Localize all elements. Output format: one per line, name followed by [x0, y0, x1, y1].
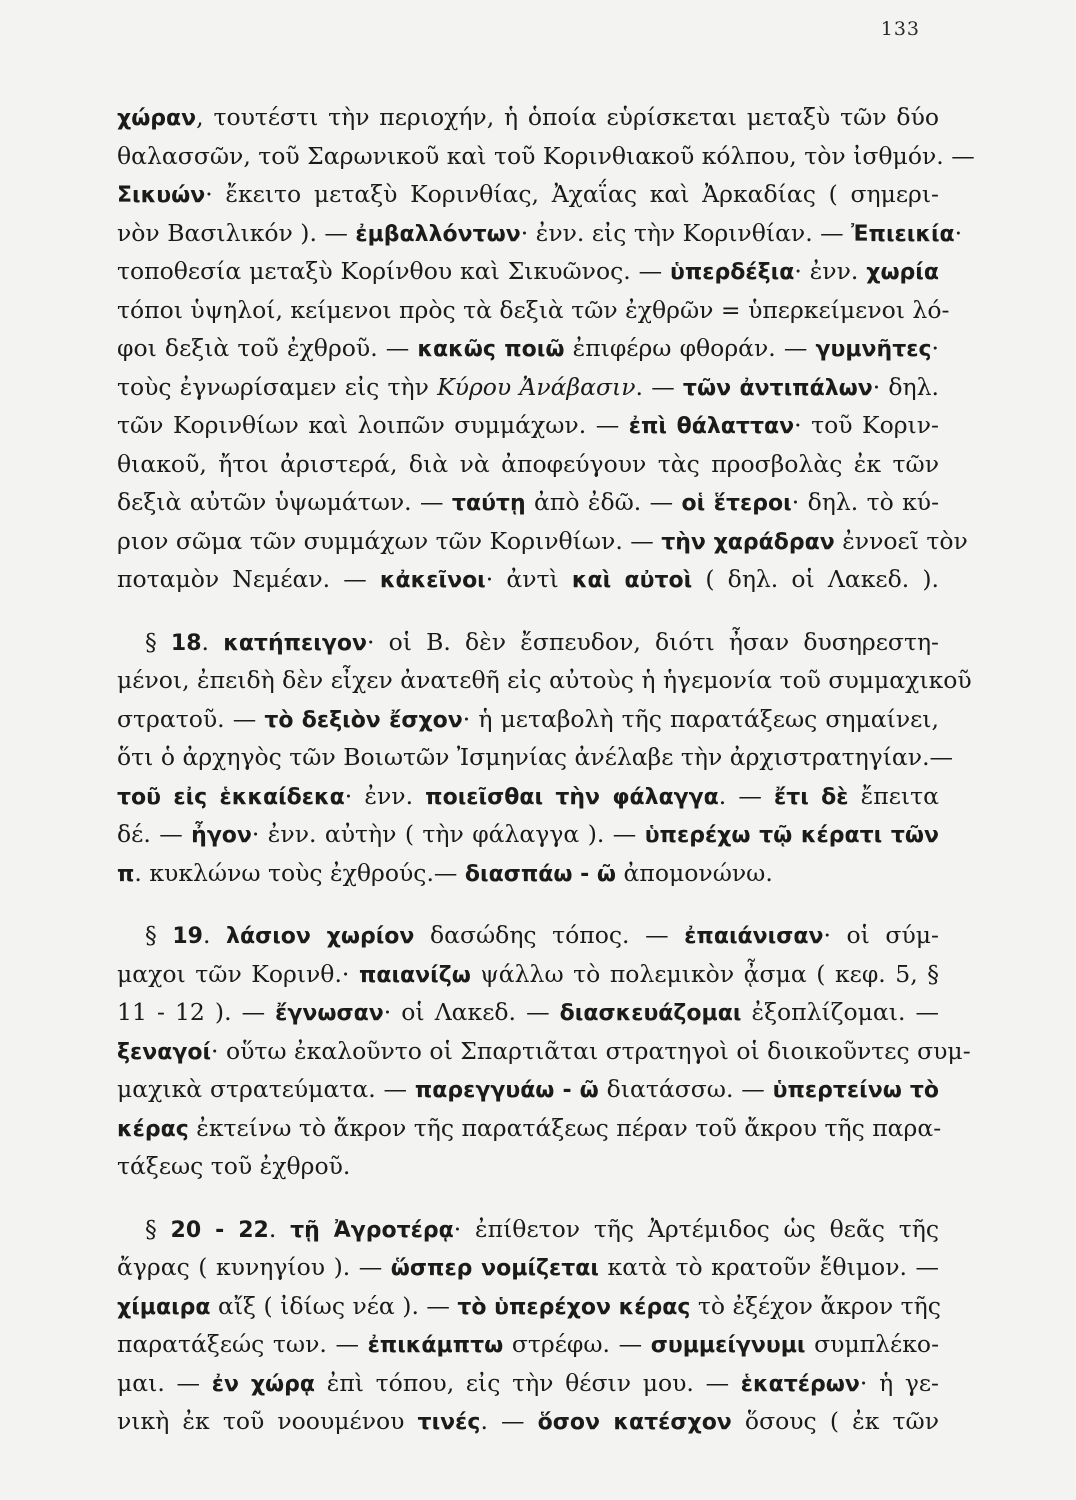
text-line: [117, 916, 939, 955]
lemma: ἑκατέρων: [740, 1371, 860, 1397]
paragraph: [117, 623, 972, 893]
text-line: [117, 623, 939, 662]
lemma: 18: [170, 630, 202, 656]
gloss: ἔπειτα: [848, 781, 939, 810]
lemma: χώραν: [117, 106, 197, 131]
paragraph: [117, 1210, 939, 1441]
gloss: · οἱ Λακεδ. —: [383, 998, 560, 1026]
gloss: ἀπὸ ἐδῶ. —: [525, 488, 682, 516]
text-line: [117, 368, 939, 407]
gloss: στρέφω. —: [503, 1330, 651, 1358]
text-line: [117, 1070, 939, 1109]
gloss: κατὰ τὸ κρατοῦν ἔθιμον. —: [599, 1253, 939, 1281]
gloss: ἐπὶ τόπου, εἰς τὴν θέσιν μου. —: [315, 1368, 741, 1397]
gloss: παρατάξεώς των. —: [117, 1330, 368, 1358]
gloss: τῶν Κορινθίων καὶ λοιπῶν συμμάχων. —: [117, 411, 629, 439]
lemma: τοῦ εἰς ἑκκαίδεκα: [117, 784, 345, 810]
lemma: ξεναγοί: [117, 1039, 212, 1065]
lemma: ταύτῃ: [451, 491, 526, 516]
gloss: . κυκλώνω τοὺς ἐχθρούς.—: [134, 858, 465, 887]
gloss: μένοι, ἐπειδὴ δὲν εἶχεν ἀνατεθῆ εἰς αὐτοὺς ἡ ἡγεμονία τοῦ συμμαχικοῦ: [117, 666, 972, 694]
lemma: χίμαιρα: [117, 1294, 211, 1320]
text-line: [117, 700, 939, 739]
gloss: · ἡ μεταβολὴ τῆς παρατάξεως σημαίνει,: [462, 704, 939, 733]
text-line: [117, 1325, 939, 1364]
gloss: ἐκτείνω τὸ ἄκρον τῆς παρατάξεως πέραν τοῦ ἄκρου τῆς παρα-: [188, 1113, 942, 1142]
lemma: ὑπερτείνω τὸ: [772, 1078, 939, 1103]
gloss: · ἐνν. εἰς τὴν Κορινθίαν. —: [520, 218, 852, 247]
lemma: ἐπαιάνισαν: [684, 924, 824, 949]
gloss: . —: [635, 372, 683, 401]
paragraph: [117, 98, 975, 599]
text-line: [117, 1402, 939, 1441]
text-line: [117, 175, 939, 214]
gloss: ἐπιφέρω φθοράν. —: [564, 334, 816, 362]
gloss: τάξεως τοῦ ἐχθροῦ.: [117, 1152, 351, 1180]
lemma: ὑπερδέξια: [670, 260, 795, 285]
commentary-text: [117, 98, 975, 1441]
text-line: [117, 1109, 942, 1148]
text-line: [117, 1287, 939, 1326]
gloss: τοὺς ἐγνωρίσαμεν εἰς τὴν: [117, 372, 438, 401]
lemma: διασπάω - ῶ: [464, 861, 617, 887]
gloss: ὅσους ( ἐκ τῶν: [731, 1407, 939, 1435]
lemma: κἀκεῖνοι: [379, 568, 486, 593]
gloss: ( δηλ. οἱ Λακεδ. ).: [692, 565, 939, 593]
text-line: [117, 815, 939, 854]
gloss: 11 - 12 ). —: [117, 998, 276, 1026]
lemma: ἦγον: [191, 823, 252, 848]
gloss: · ἡ γε-: [859, 1368, 939, 1397]
lemma: τινές: [417, 1410, 481, 1435]
gloss: τόποι ὑψηλοί, κείμενοι πρὸς τὰ δεξιὰ τῶν ἐχθρῶν = ὑπερκείμενοι λό-: [117, 295, 950, 324]
gloss: · οἱ σύμ-: [823, 921, 939, 949]
gloss: §: [145, 921, 173, 949]
lemma: συμμείγνυμι: [650, 1333, 806, 1358]
lemma: οἱ ἕτεροι: [681, 491, 792, 516]
text-line: [117, 329, 939, 368]
lemma: καὶ αὐτοὶ: [571, 568, 693, 593]
paragraph: [117, 916, 971, 1186]
gloss: νικὴ ἐκ τοῦ νοουμένου: [117, 1407, 418, 1435]
lemma: λάσιον χωρίον: [226, 924, 415, 949]
gloss: §: [145, 627, 171, 656]
gloss: · ἐπίθετον τῆς Ἀρτέμιδος ὡς θεᾶς τῆς: [453, 1214, 939, 1243]
gloss: ·: [931, 334, 940, 362]
text-line: [117, 1147, 939, 1186]
text-line: [117, 291, 950, 330]
gloss: φοι δεξιὰ τοῦ ἐχθροῦ. —: [117, 334, 418, 362]
gloss: δέ. —: [117, 820, 192, 848]
gloss: . —: [480, 1407, 538, 1435]
title-reference: Κύρου Ἀνάβασιν: [437, 372, 636, 401]
lemma: ὥσπερ νομίζεται: [390, 1256, 599, 1281]
gloss: · ἐνν.: [794, 257, 867, 285]
text-line: [117, 445, 939, 484]
gloss: δεξιὰ αὐτῶν ὑψωμάτων. —: [117, 488, 452, 516]
text-line: [117, 1248, 939, 1287]
text-line: [117, 483, 939, 522]
lemma: τὸ δεξιὸν ἔσχον: [264, 707, 463, 733]
gloss: μαχικὰ στρατεύματα. —: [117, 1075, 415, 1103]
lemma: ἐπὶ θάλατταν: [628, 414, 795, 439]
text-line: [117, 406, 939, 445]
text-line: [117, 522, 968, 561]
text-line: [117, 661, 972, 700]
text-line: [117, 738, 954, 777]
text-line: [117, 252, 939, 291]
gloss: στρατοῦ. —: [117, 704, 265, 733]
gloss: συμπλέκο-: [805, 1330, 940, 1358]
gloss: · οἱ Β. δὲν ἔσπευδον, διότι ἦσαν δυσηρεστη-: [366, 627, 939, 656]
gloss: · ἐνν.: [344, 781, 426, 810]
lemma: παρεγγυάω - ῶ: [414, 1078, 599, 1103]
gloss: ριον σῶμα τῶν συμμάχων τῶν Κορινθίων. —: [117, 526, 662, 555]
lemma: 19: [172, 924, 203, 949]
gloss: ποταμὸν Νεμέαν. —: [117, 565, 380, 593]
lemma: ἔτι δὲ: [774, 784, 849, 810]
lemma: τῇ Ἀγροτέρᾳ: [290, 1217, 454, 1243]
lemma: ποιεῖσθαι τὴν φάλαγγα: [425, 784, 719, 810]
lemma: 20 - 22: [170, 1217, 269, 1243]
gloss: ὅτι ὁ ἀρχηγὸς τῶν Βοιωτῶν Ἰσμηνίας ἀνέλαβε τὴν ἀρχιστρατηγίαν.—: [117, 743, 954, 771]
text-line: [117, 854, 939, 893]
gloss: · ἐνν. αὐτὴν ( τὴν φάλαγγα ). —: [251, 820, 645, 848]
gloss: νὸν Βασιλικόν ). —: [117, 218, 356, 247]
lemma: π: [117, 861, 135, 887]
gloss: τὸ ἐξέχον ἄκρον τῆς: [690, 1291, 941, 1320]
gloss: .: [268, 1214, 291, 1243]
lemma: τὴν χαράδραν: [661, 529, 835, 555]
gloss: ἐξοπλίζομαι. —: [741, 998, 940, 1026]
gloss: διατάσσω. —: [598, 1075, 773, 1103]
gloss: §: [145, 1214, 171, 1243]
lemma: κατήπειγον: [223, 630, 367, 656]
lemma: ἐπικάμπτω: [367, 1333, 504, 1358]
lemma: παιανίζω: [358, 962, 471, 988]
gloss: ἄγρας ( κυνηγίου ). —: [117, 1253, 391, 1281]
text-line: [117, 777, 939, 816]
lemma: ἐμβαλλόντων: [355, 221, 521, 247]
gloss: · οὕτω ἐκαλοῦντο οἱ Σπαρτιᾶται στρατηγοὶ οἱ διοικοῦντες συμ-: [211, 1036, 971, 1065]
lemma: Ἐπιεικία: [851, 221, 955, 247]
lemma: κακῶς ποιῶ: [417, 337, 565, 362]
text-line: [117, 98, 939, 137]
lemma: τῶν ἀντιπάλων: [682, 375, 873, 401]
gloss: · τοῦ Κοριν-: [794, 411, 939, 439]
gloss: ἀπομονώνω.: [616, 858, 773, 887]
gloss: · δηλ. τὸ κύ-: [791, 488, 940, 516]
text-line: [117, 214, 963, 253]
gloss: μαχοι τῶν Κορινθ.·: [117, 959, 359, 988]
lemma: ὑπερέχω τῷ κέρατι τῶν: [644, 823, 940, 848]
text-line: [117, 137, 975, 176]
gloss: θαλασσῶν, τοῦ Σαρωνικοῦ καὶ τοῦ Κορινθιακοῦ κόλπου, τὸν ἰσθμόν. —: [117, 141, 975, 170]
gloss: · ἔκειτο μεταξὺ Κορινθίας, Ἀχαΐας καὶ Ἀρκαδίας ( σημερι-: [205, 180, 939, 208]
text-line: [117, 955, 939, 994]
gloss: τοποθεσία μεταξὺ Κορίνθου καὶ Σικυῶνος. —: [117, 257, 671, 285]
gloss: μαι. —: [117, 1368, 212, 1397]
text-line: [117, 1364, 939, 1403]
gloss: ἐννοεῖ τὸν: [834, 526, 968, 555]
gloss: · δηλ.: [872, 372, 939, 401]
gloss: · ἀντὶ: [485, 565, 572, 593]
gloss: . —: [718, 781, 774, 810]
lemma: χωρία: [866, 260, 939, 285]
gloss: θιακοῦ, ἤτοι ἀριστερά, διὰ νὰ ἀποφεύγουν τὰς προσβολὰς ἐκ τῶν: [117, 449, 939, 478]
lemma: τὸ ὑπερέχον κέρας: [457, 1294, 691, 1320]
text-line: [117, 993, 939, 1032]
text-line: [117, 1032, 971, 1071]
page-number: 133: [880, 18, 920, 40]
gloss: ·: [954, 218, 963, 247]
text-line: [117, 1210, 939, 1249]
lemma: γυμνῆτες: [815, 337, 932, 362]
gloss: .: [201, 627, 224, 656]
lemma: ὅσον κατέσχον: [537, 1410, 732, 1435]
lemma: ἐν χώρᾳ: [211, 1371, 316, 1397]
gloss: δασώδης τόπος. —: [414, 921, 685, 949]
gloss: .: [202, 921, 227, 949]
gloss: , τουτέστι τὴν περιοχήν, ἡ ὁποία εὑρίσκεται μεταξὺ τῶν δύο: [196, 103, 939, 131]
lemma: κέρας: [117, 1116, 189, 1142]
gloss: αἴξ ( ἰδίως νέα ). —: [210, 1291, 458, 1320]
text-line: [117, 560, 939, 599]
lemma: διασκευάζομαι: [559, 1001, 742, 1026]
lemma: Σικυών: [117, 183, 206, 208]
gloss: ψάλλω τὸ πολεμικὸν ᾆσμα ( κεφ. 5, §: [470, 959, 940, 988]
lemma: ἔγνωσαν: [275, 1001, 384, 1026]
